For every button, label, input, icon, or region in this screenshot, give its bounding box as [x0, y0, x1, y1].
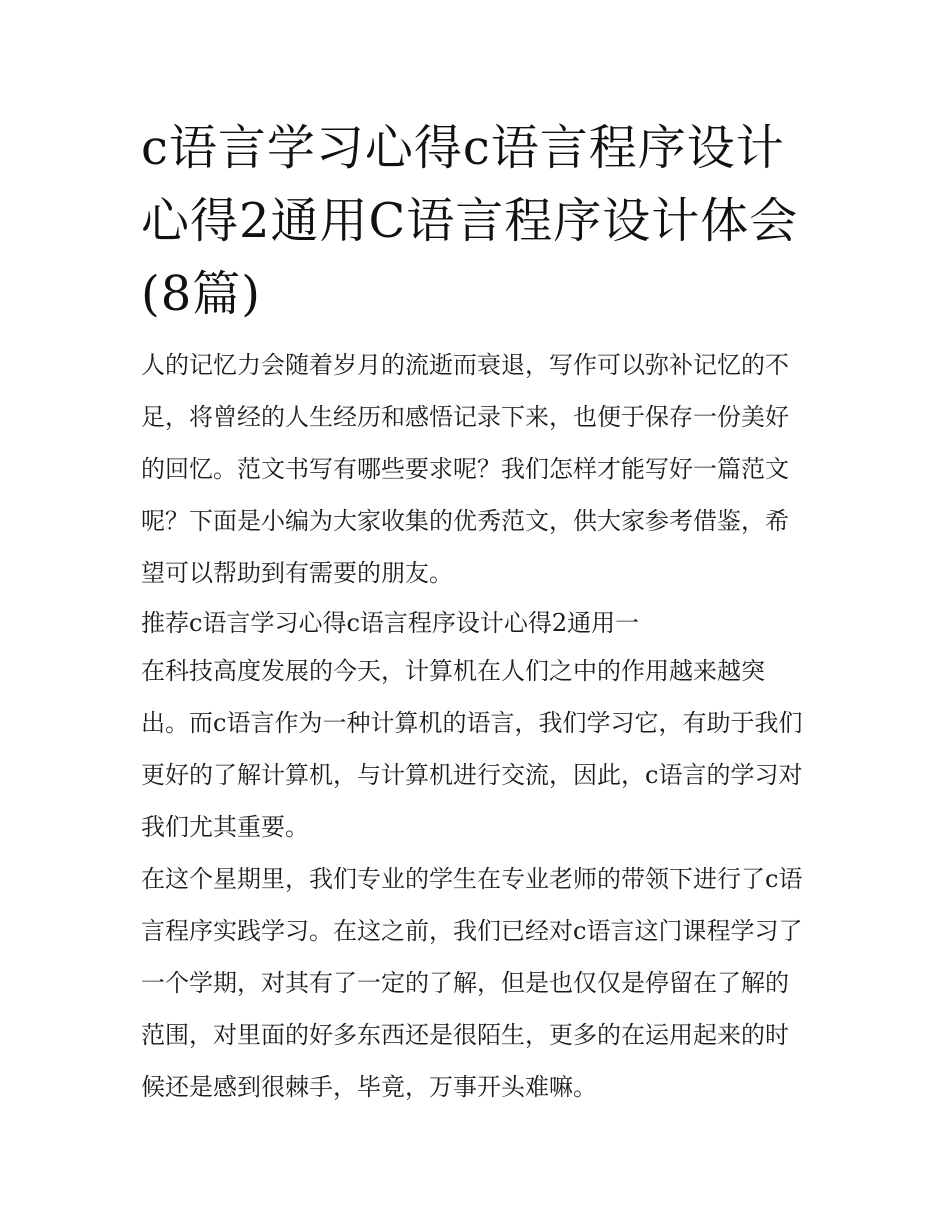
intro-paragraph: 人的记忆力会随着岁月的流逝而衰退，写作可以弥补记忆的不足，将曾经的人生经历和感悟记录下来，也便于保存一份美好的回忆。范文书写有哪些要求呢？我们怎样才能写好一篇范文呢？下面是小编为大家收集的优秀范文，供大家参考借鉴，希望可以帮助到有需要的朋友。: [141, 351, 789, 587]
document-body: [141, 339, 812, 1113]
body-paragraph: 在科技高度发展的今天，计算机在人们之中的作用越来越突出。而c语言作为一种计算机的语言，我们学习它，有助于我们更好的了解计算机，与计算机进行交流，因此，c语言的学习对我们尤其重要。: [141, 657, 803, 841]
section-heading: 推荐c语言学习心得c语言程序设计心得2通用一: [141, 609, 640, 637]
document-title: c语言学习心得c语言程序设计心得2通用C语言程序设计体会(8篇): [141, 120, 799, 322]
body-paragraph: 在这个星期里，我们专业的学生在专业老师的带领下进行了c语言程序实践学习。在这之前，我们已经对c语言这门课程学习了一个学期，对其有了一定的了解，但是也仅仅是停留在了解的范围，对里面的好多东西还是很陌生，更多的在运用起来的时候还是感到很棘手，毕竟，万事开头难嘛。: [141, 865, 803, 1101]
